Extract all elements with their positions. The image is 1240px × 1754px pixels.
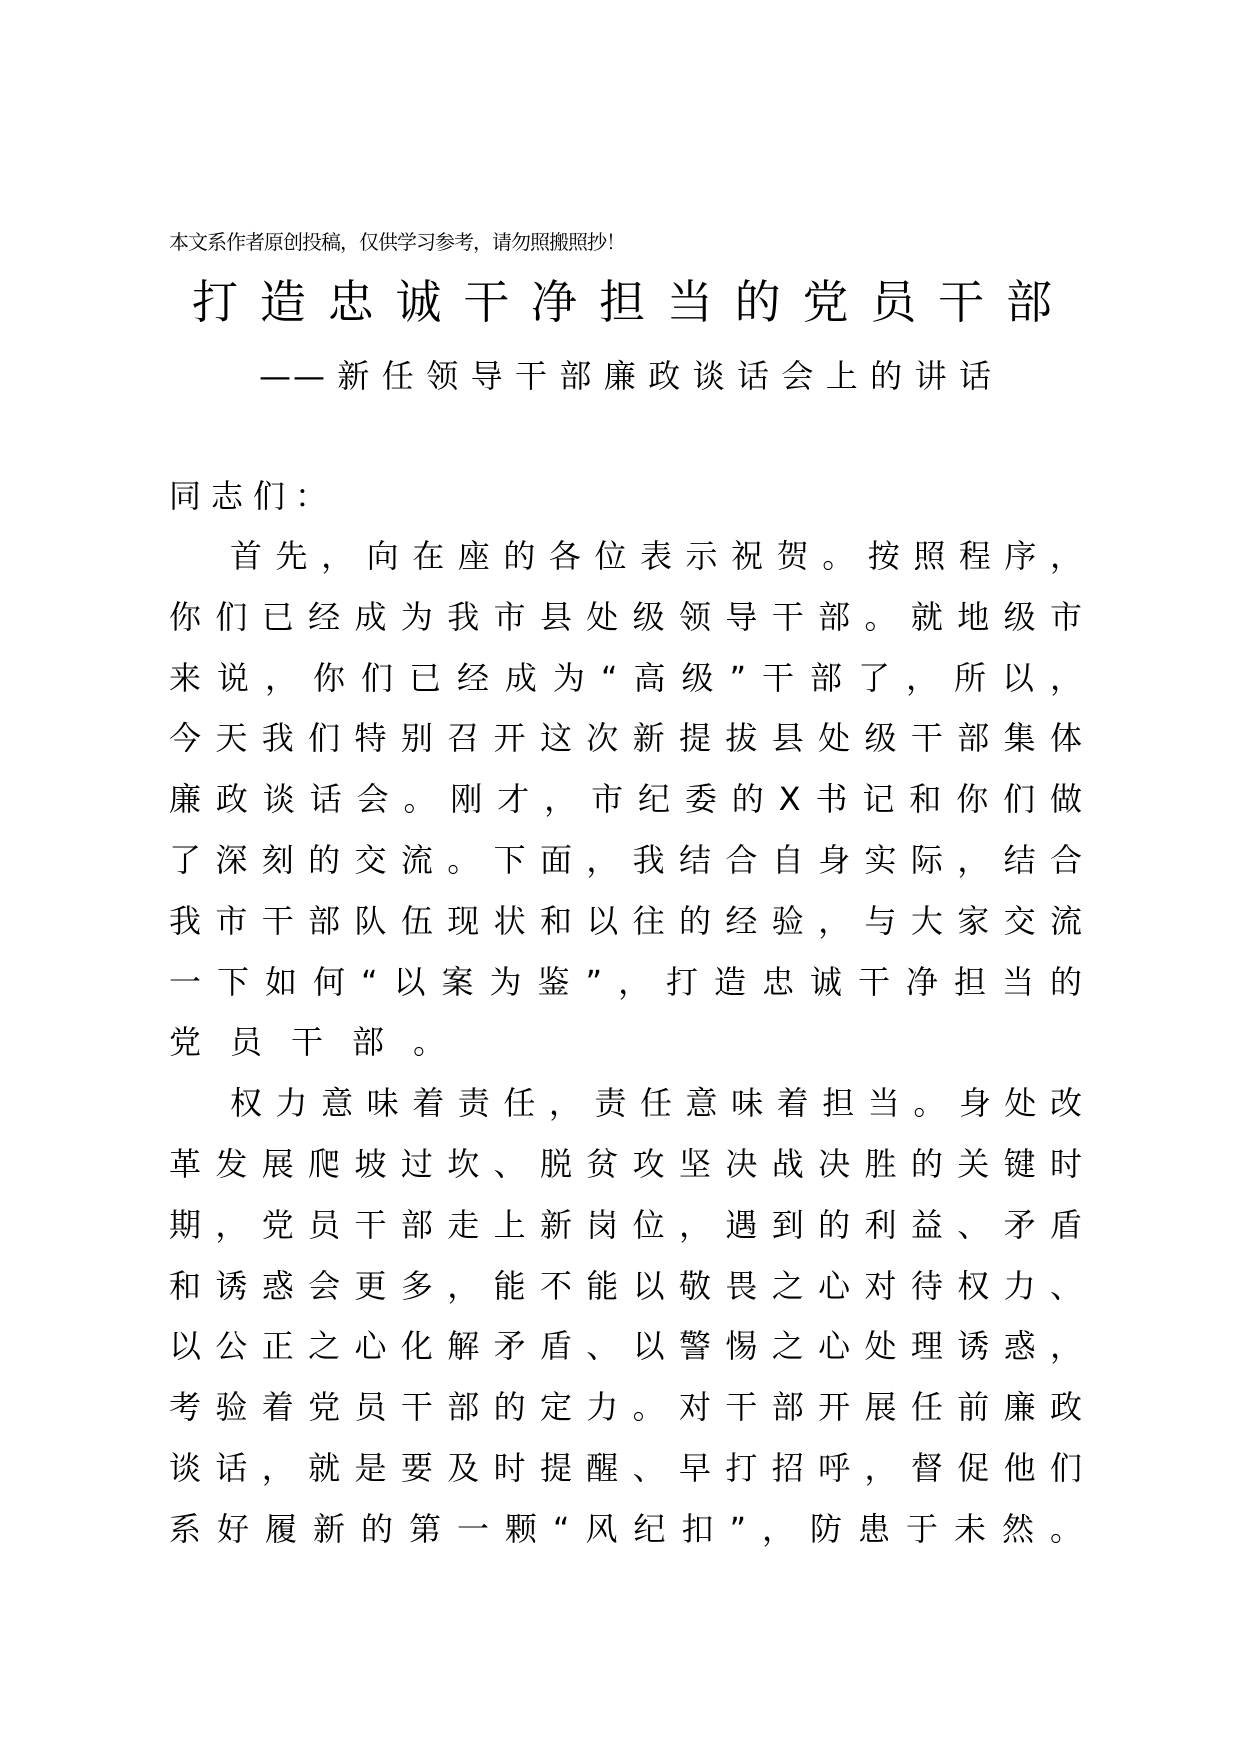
document-title: 打造忠诚干净担当的党员干部 xyxy=(192,275,1052,329)
text-line: 和诱惑会更多，能不能以敬畏之心对待权力、 xyxy=(169,1266,1082,1305)
text-line: 你们已经成为我市县处级领导干部。就地级市 xyxy=(169,597,1082,636)
text-line: 一下如何“以案为鉴”，打造忠诚干净担当的 xyxy=(169,962,1082,1001)
text-line: 革发展爬坡过坎、脱贫攻坚决战决胜的关键时 xyxy=(169,1144,1082,1183)
text-line: 首先，向在座的各位表示祝贺。按照程序， xyxy=(230,537,1082,575)
text-line: 我市干部队伍现状和以往的经验，与大家交流 xyxy=(169,901,1082,940)
text-line: 期，党员干部走上新岗位，遇到的利益、矛盾 xyxy=(169,1205,1082,1244)
document-subtitle: ——新任领导干部廉政谈话会上的讲话 xyxy=(259,357,993,395)
text-line: 廉政谈话会。刚才，市纪委的X书记和你们做 xyxy=(169,780,1082,819)
salutation: 同志们： xyxy=(169,477,338,515)
copyright-note: 本文系作者原创投稿，仅供学习参考，请勿照搬照抄！ xyxy=(169,230,625,254)
paragraph xyxy=(169,1073,1082,1559)
text-line: 谈话，就是要及时提醒、早打招呼，督促他们 xyxy=(169,1448,1082,1487)
text-line: 党员干部。 xyxy=(169,1023,475,1062)
text-line: 以公正之心化解矛盾、以警惕之心处理诱惑， xyxy=(169,1327,1082,1366)
text-line: 权力意味着责任，责任意味着担当。身处改 xyxy=(230,1084,1082,1123)
text-line: 系好履新的第一颗“风纪扣”，防患于未然。 xyxy=(169,1509,1082,1548)
text-line: 考验着党员干部的定力。对干部开展任前廉政 xyxy=(169,1388,1082,1427)
text-line: 了深刻的交流。下面，我结合自身实际，结合 xyxy=(169,840,1082,879)
document-body xyxy=(169,526,1082,1560)
paragraph xyxy=(169,526,1082,1073)
text-line: 今天我们特别召开这次新提拔县处级干部集体 xyxy=(169,719,1082,758)
text-line: 来说，你们已经成为“高级”干部了，所以， xyxy=(169,658,1082,697)
